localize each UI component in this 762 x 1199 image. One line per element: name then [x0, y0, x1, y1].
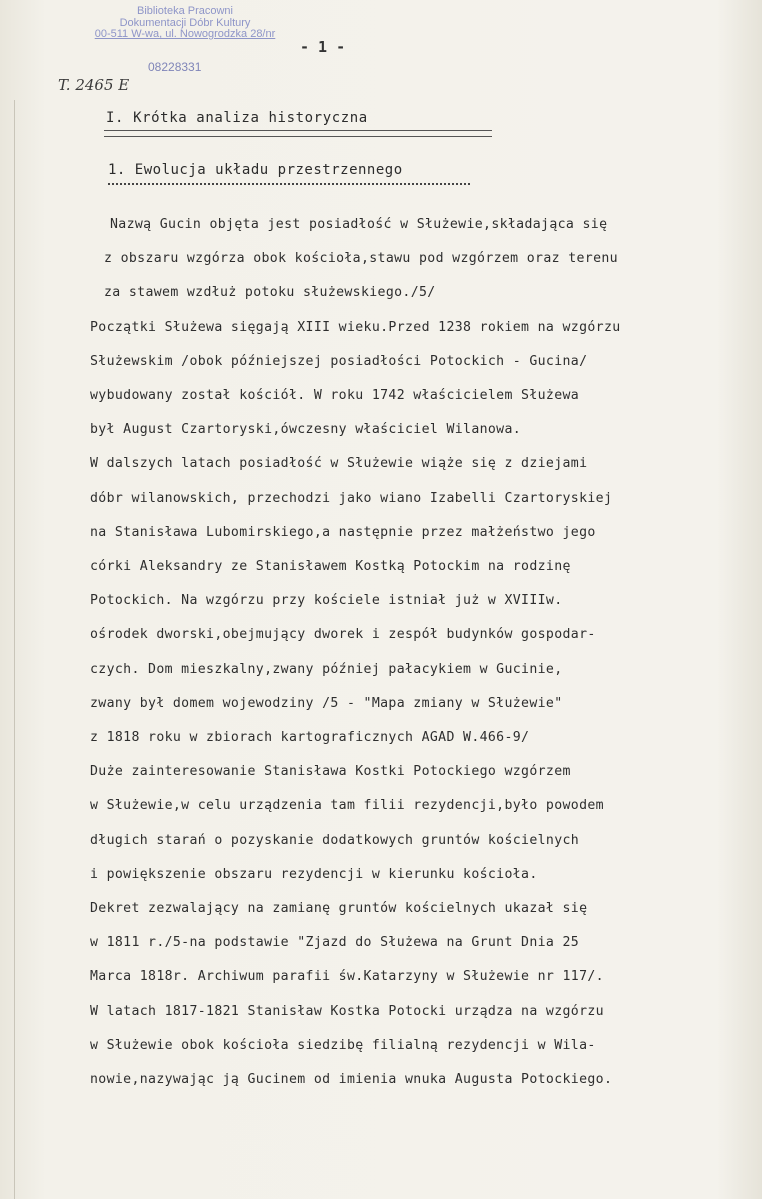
section-heading-underline [104, 130, 492, 137]
body-line: długich starań o pozyskanie dodatkowych gruntów kościelnych [90, 833, 580, 848]
body-line: czych. Dom mieszkalny,zwany później pałacykiem w Gucinie, [90, 662, 563, 677]
body-line: dóbr wilanowskich, przechodzi jako wiano Izabelli Czartoryskiej [90, 491, 613, 506]
body-line: Duże zainteresowanie Stanisława Kostki Potockiego wzgórzem [90, 764, 571, 779]
body-line: w 1811 r./5-na podstawie "Zjazd do Służewa na Grunt Dnia 25 [90, 935, 580, 950]
body-line: zwany był domem wojewodziny /5 - "Mapa zmiany w Służewie" [90, 696, 563, 711]
body-line: córki Aleksandry ze Stanisławem Kostką Potockim na rodzinę [90, 559, 571, 574]
section-heading: I. Krótka analiza historyczna [106, 110, 368, 126]
subsection-heading-underline [108, 183, 470, 185]
body-line: był August Czartoryski,ówczesny właściciel Wilanowa. [90, 422, 522, 437]
body-line: ośrodek dworski,obejmujący dworek i zespół budynków gospodar- [90, 627, 596, 642]
library-stamp [66, 6, 304, 41]
body-line: w Służewie obok kościoła siedzibę filialną rezydencji w Wila- [90, 1038, 596, 1053]
stamp-number: 08228331 [148, 60, 202, 74]
body-line: Dekret zezwalający na zamianę gruntów kościelnych ukazał się [90, 901, 588, 916]
stamp-line-3: 00-511 W-wa, ul. Nowogrodzka 28/nr [94, 28, 276, 40]
body-line: nowie,nazywając ją Gucinem od imienia wnuka Augusta Potockiego. [90, 1072, 613, 1087]
body-line: w Służewie,w celu urządzenia tam filii rezydencji,było powodem [90, 798, 604, 813]
body-line: Służewskim /obok późniejszej posiadłości Potockich - Gucina/ [90, 354, 588, 369]
stamp-line-2: Dokumentacji Dóbr Kultury [119, 16, 251, 29]
body-line: Początki Służewa sięgają XIII wieku.Przed 1238 rokiem na wzgórzu [90, 320, 621, 335]
body-line: z obszaru wzgórza obok kościoła,stawu pod wzgórzem oraz terenu [104, 251, 618, 266]
body-line: z 1818 roku w zbiorach kartograficznych AGAD W.466-9/ [90, 730, 530, 745]
page-edge-shadow [14, 100, 15, 1199]
body-line: Potockich. Na wzgórzu przy kościele istniał już w XVIIIw. [90, 593, 563, 608]
body-line: i powiększenie obszaru rezydencji w kierunku kościoła. [90, 867, 538, 882]
subsection-heading: 1. Ewolucja układu przestrzennego [108, 162, 403, 178]
body-line: W dalszych latach posiadłość w Służewie wiąże się z dziejami [90, 456, 588, 471]
body-line: za stawem wzdłuż potoku służewskiego./5/ [104, 285, 436, 300]
body-line: wybudowany został kościół. W roku 1742 właścicielem Służewa [90, 388, 580, 403]
stamp-line-1: Biblioteka Pracowni [137, 5, 233, 17]
body-line: W latach 1817-1821 Stanisław Kostka Potocki urządza na wzgórzu [90, 1004, 604, 1019]
body-line: Marca 1818r. Archiwum parafii św.Katarzyny w Służewie nr 117/. [90, 969, 604, 984]
body-line: Nazwą Gucin objęta jest posiadłość w Służewie,składająca się [110, 217, 608, 232]
page-number: - 1 - [300, 38, 346, 56]
body-line: na Stanisława Lubomirskiego,a następnie przez małżeństwo jego [90, 525, 596, 540]
catalog-mark: T. 2465 E [58, 76, 130, 94]
